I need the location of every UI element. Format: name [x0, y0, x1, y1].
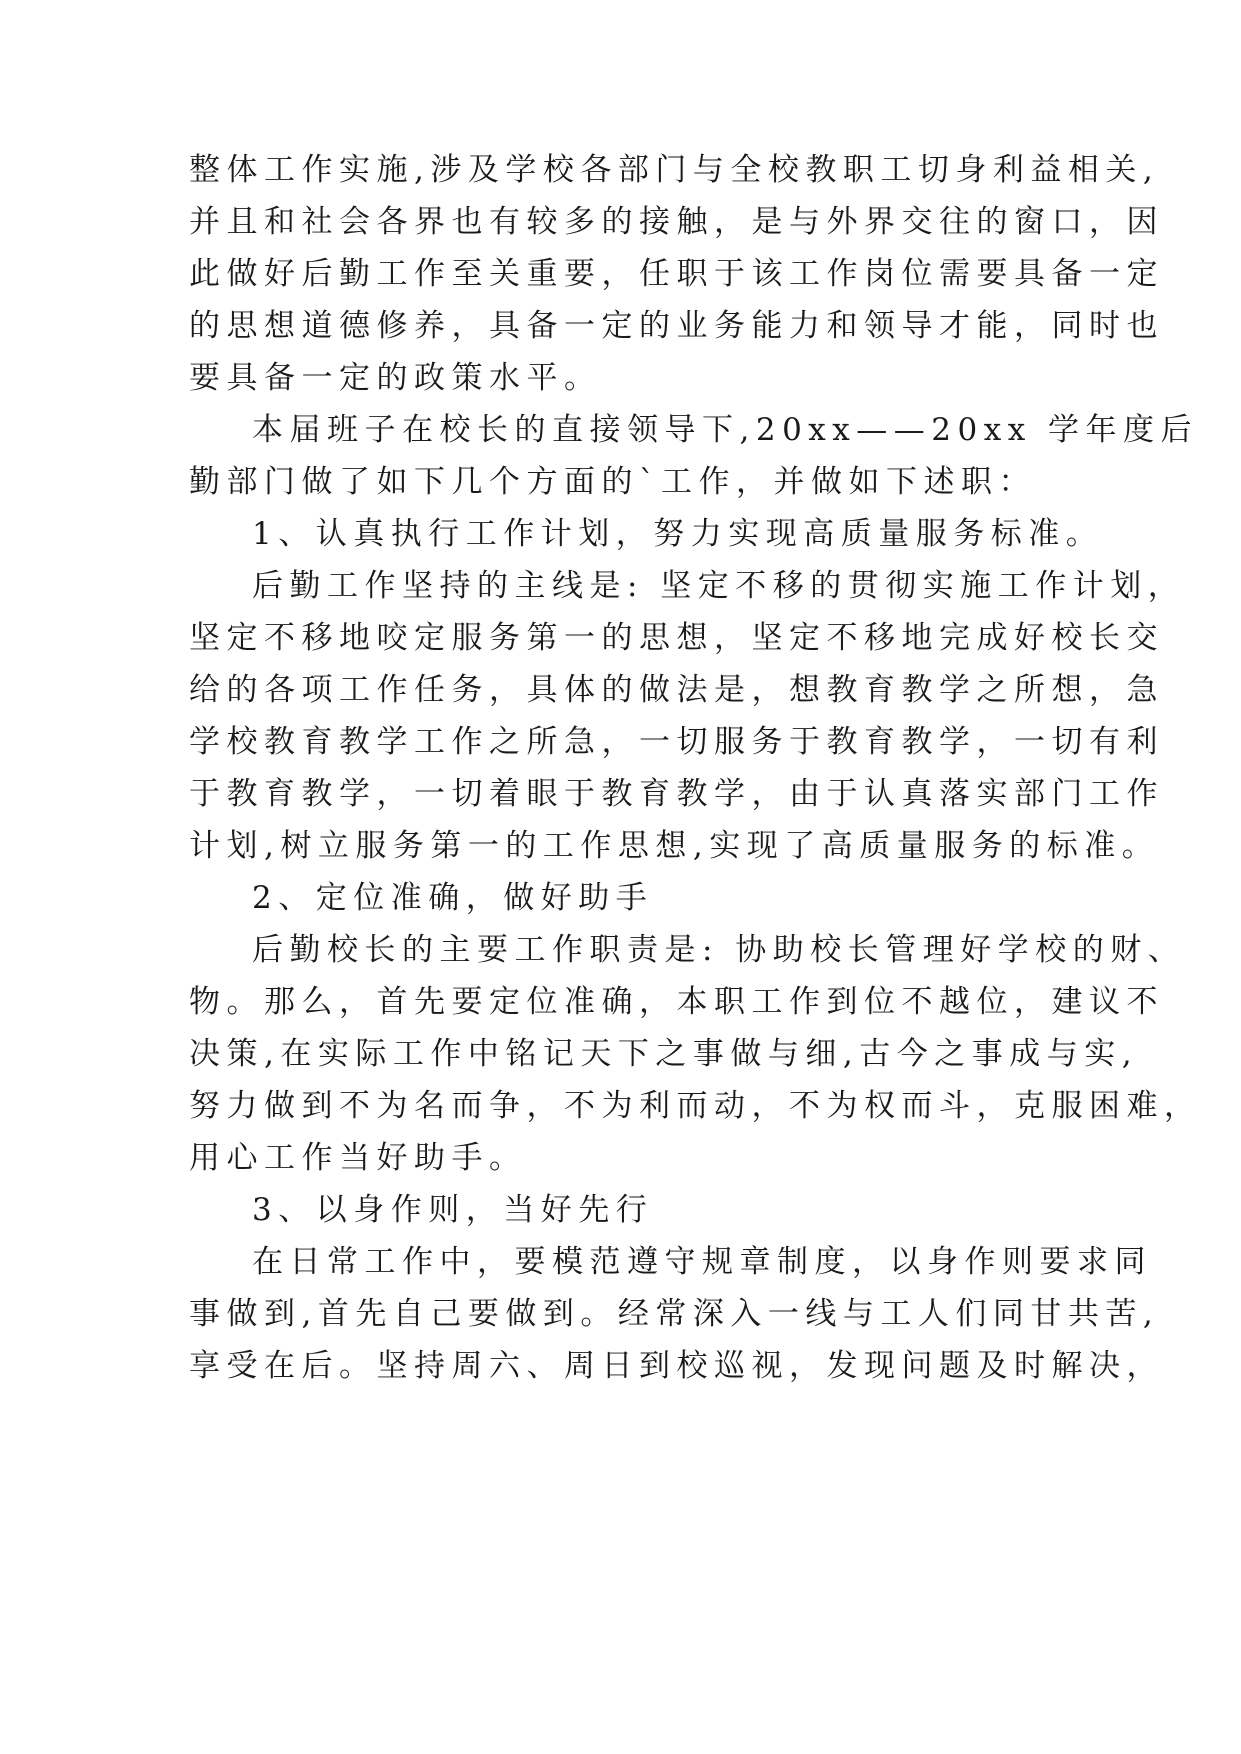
text-line: 计划,树立服务第一的工作思想,实现了高质量服务的标准。 [189, 828, 1160, 864]
section-heading-2: 2、定位准确，做好助手 [252, 880, 654, 916]
text-line: 于教育教学，一切着眼于教育教学，由于认真落实部门工作 [189, 776, 1164, 812]
text-line: 此做好后勤工作至关重要，任职于该工作岗位需要具备一定 [189, 256, 1164, 292]
paragraph-start-line: 后勤校长的主要工作职责是: 协助校长管理好学校的财、 [252, 932, 1186, 968]
section-heading-3: 3、以身作则，当好先行 [252, 1192, 654, 1228]
text-line: 努力做到不为名而争，不为利而动，不为权而斗，克服困难， [189, 1088, 1202, 1124]
paragraph-start-line: 在日常工作中，要模范遵守规章制度，以身作则要求同 [252, 1244, 1152, 1280]
text-line: 学校教育教学工作之所急，一切服务于教育教学，一切有利 [189, 724, 1164, 760]
text-line: 勤部门做了如下几个方面的`工作，并做如下述职： [189, 464, 1036, 500]
text-line: 享受在后。坚持周六、周日到校巡视，发现问题及时解决， [189, 1348, 1164, 1384]
text-line: 物。那么，首先要定位准确，本职工作到位不越位，建议不 [189, 984, 1164, 1020]
text-line: 给的各项工作任务，具体的做法是，想教育教学之所想，急 [189, 672, 1164, 708]
text-line: 事做到,首先自己要做到。经常深入一线与工人们同甘共苦, [189, 1296, 1160, 1332]
text-line: 用心工作当好助手。 [189, 1140, 527, 1176]
text-line: 整体工作实施,涉及学校各部门与全校教职工切身利益相关, [189, 152, 1160, 188]
paragraph-start-line: 本届班子在校长的直接领导下,20xx——20xx 学年度后 [252, 412, 1199, 448]
text-line: 要具备一定的政策水平。 [189, 360, 602, 396]
text-line: 的思想道德修养，具备一定的业务能力和领导才能，同时也 [189, 308, 1164, 344]
paragraph-start-line: 后勤工作坚持的主线是: 坚定不移的贯彻实施工作计划， [252, 568, 1186, 604]
section-heading-1: 1、认真执行工作计划，努力实现高质量服务标准。 [252, 516, 1104, 552]
text-line: 决策,在实际工作中铭记天下之事做与细,古今之事成与实, [189, 1036, 1139, 1072]
text-line: 并且和社会各界也有较多的接触，是与外界交往的窗口，因 [189, 204, 1164, 240]
text-line: 坚定不移地咬定服务第一的思想，坚定不移地完成好校长交 [189, 620, 1164, 656]
